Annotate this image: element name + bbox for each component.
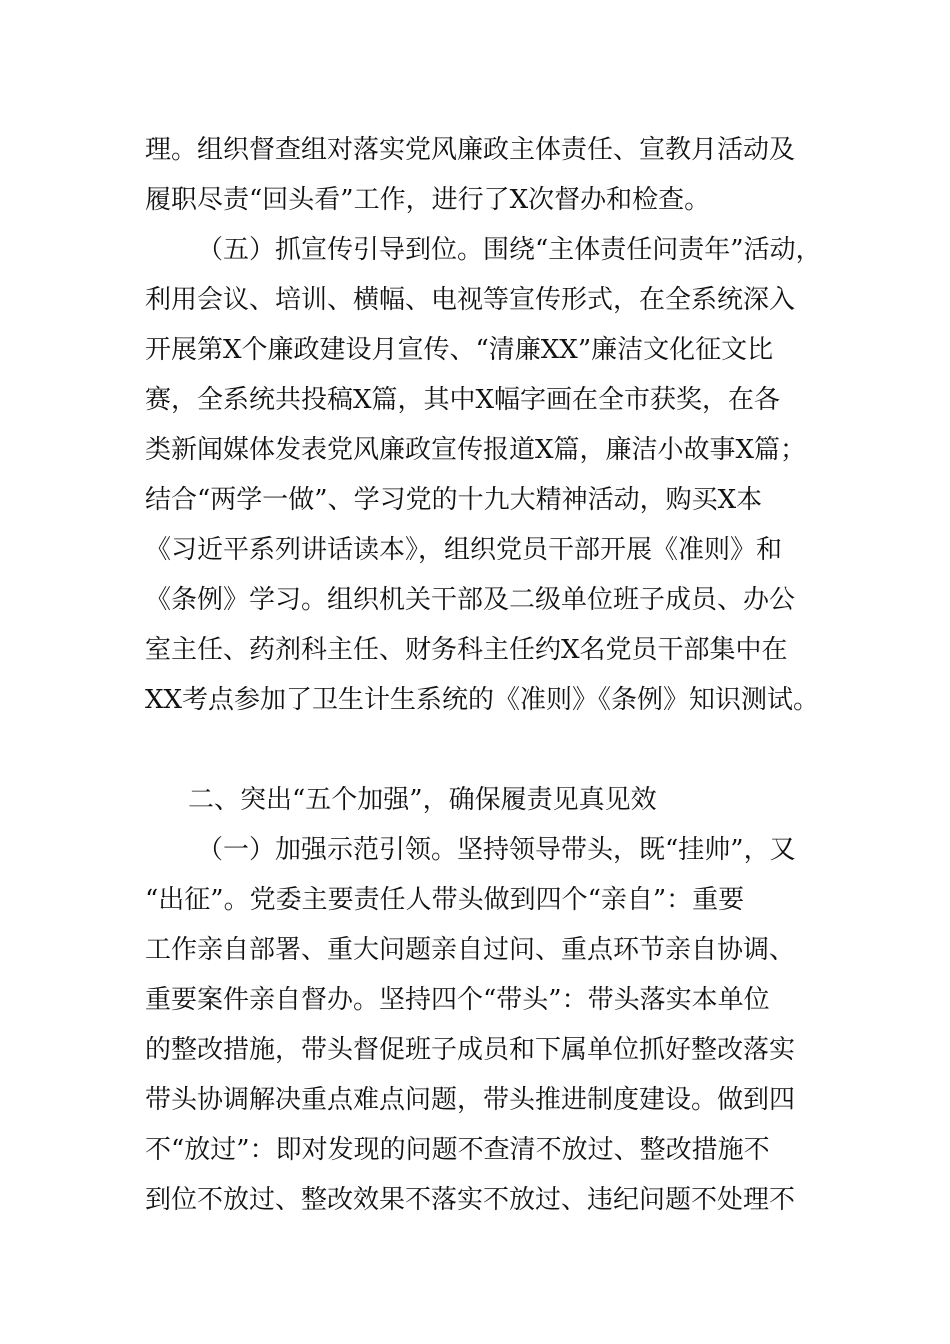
paragraph-start-line: （一）加强示范引领。坚持领导带头，既“挂帅”，又	[197, 835, 796, 865]
paragraph-start-line: （五）抓宣传引导到位。围绕“主体责任问责年”活动，	[197, 235, 822, 265]
body-text-line: 《习近平系列讲话读本》，组织党员干部开展《准则》和	[145, 535, 783, 565]
body-text-line: 室主任、药剂科主任、财务科主任约X名党员干部集中在	[145, 635, 788, 665]
body-text-line: 到位不放过、整改效果不落实不放过、违纪问题不处理不	[145, 1185, 796, 1215]
body-text-line: 不“放过”：即对发现的问题不查清不放过、整改措施不	[145, 1135, 770, 1165]
body-text-line: 工作亲自部署、重大问题亲自过问、重点环节亲自协调、	[145, 935, 796, 965]
body-text-line: 履职尽责“回头看”工作，进行了X次督办和检查。	[145, 185, 711, 215]
body-text-line: “出征”。党委主要责任人带头做到四个“亲自”：重要	[145, 885, 745, 915]
body-text-line: 的整改措施，带头督促班子成员和下属单位抓好整改落实	[145, 1035, 796, 1065]
body-text-line: 结合“两学一做”、学习党的十九大精神活动，购买X本	[145, 485, 763, 515]
body-text-line: 开展第X个廉政建设月宣传、“清廉XX”廉洁文化征文比	[145, 335, 774, 365]
body-text-line: 利用会议、培训、横幅、电视等宣传形式，在全系统深入	[145, 285, 796, 315]
body-text-line: 赛，全系统共投稿X篇，其中X幅字画在全市获奖，在各	[145, 385, 781, 415]
body-text-line: 带头协调解决重点难点问题，带头推进制度建设。做到四	[145, 1085, 796, 1115]
body-text-line: 理。组织督查组对落实党风廉政主体责任、宣教月活动及	[145, 135, 796, 165]
section-heading: 二、突出“五个加强”，确保履责见真见效	[188, 785, 657, 815]
body-text-line: 《条例》学习。组织机关干部及二级单位班子成员、办公	[145, 585, 796, 615]
body-text-line: 重要案件亲自督办。坚持四个“带头”：带头落实本单位	[145, 985, 770, 1015]
body-text-line: XX考点参加了卫生计生系统的《准则》《条例》知识测试。	[145, 685, 820, 715]
body-text-line: 类新闻媒体发表党风廉政宣传报道X篇，廉洁小故事X篇；	[145, 435, 807, 465]
